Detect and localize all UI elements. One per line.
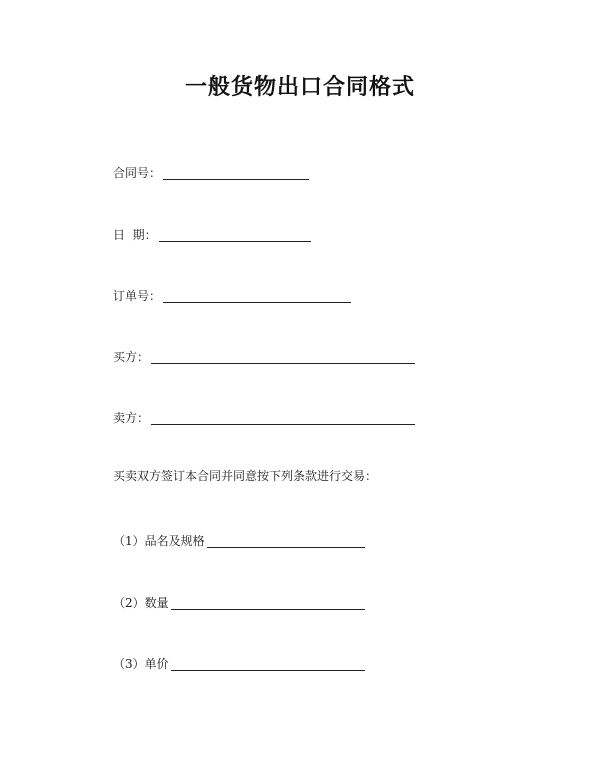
item-name-spec-blank[interactable] — [207, 534, 365, 548]
buyer-blank[interactable] — [151, 350, 415, 364]
seller-field — [113, 405, 415, 425]
seller-label: 卖方： — [113, 411, 150, 425]
order-number-label: 订单号： — [113, 289, 162, 303]
item-name-spec-field — [113, 528, 365, 548]
document-title: 一般货物出口合同格式 — [184, 75, 415, 100]
date-label: 日 期： — [113, 228, 157, 242]
contract-number-field — [113, 160, 309, 180]
unit-price-blank[interactable] — [171, 657, 365, 671]
quantity-field — [113, 590, 365, 610]
contract-number-label: 合同号： — [113, 166, 162, 180]
agreement-statement: 买卖双方签订本合同并同意按下列条款进行交易： — [113, 469, 378, 483]
date-field — [113, 222, 311, 242]
item-name-spec-label: （1）品名及规格 — [113, 534, 205, 548]
quantity-blank[interactable] — [171, 596, 365, 610]
buyer-field — [113, 344, 415, 364]
unit-price-label: （3）单价 — [113, 657, 169, 671]
quantity-label: （2）数量 — [113, 596, 169, 610]
contract-number-blank[interactable] — [163, 166, 309, 180]
order-number-field — [113, 283, 351, 303]
order-number-blank[interactable] — [163, 289, 351, 303]
unit-price-field — [113, 651, 365, 671]
seller-blank[interactable] — [151, 411, 415, 425]
date-blank[interactable] — [159, 228, 311, 242]
buyer-label: 买方： — [113, 350, 150, 364]
